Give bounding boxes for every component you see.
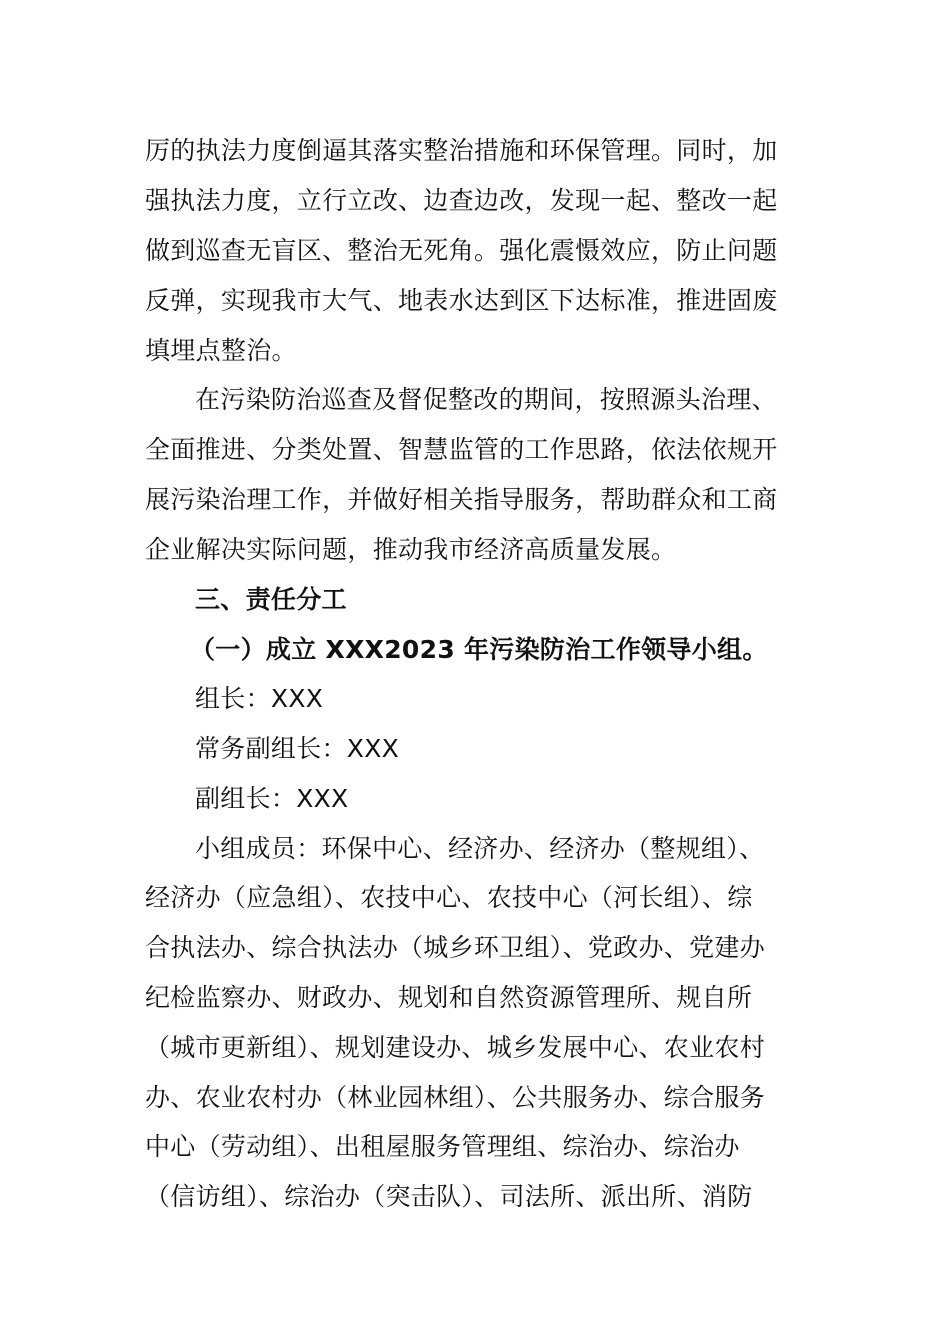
- paragraph-line: 强执法力度，立行立改、边查边改，发现一起、整改一起: [145, 186, 778, 215]
- members-line: 小组成员：环保中心、经济办、经济办（整规组）、: [195, 834, 765, 863]
- members-line: 中心（劳动组）、出租屋服务管理组、综治办、综治办: [145, 1132, 740, 1161]
- members-line: 经济办（应急组）、农技中心、农技中心（河长组）、综: [145, 883, 753, 912]
- executive-deputy-leader-line: 常务副组长：XXX: [195, 734, 400, 763]
- paragraph-line: 在污染防治巡查及督促整改的期间，按照源头治理、: [195, 385, 777, 414]
- paragraph-line: 做到巡查无盲区、整治无死角。强化震慑效应，防止问题: [145, 236, 778, 265]
- paragraph-line: 全面推进、分类处置、智慧监管的工作思路，依法依规开: [145, 435, 778, 464]
- members-line: 办、农业农村办（林业园林组）、公共服务办、综合服务: [145, 1083, 766, 1112]
- members-line: 合执法办、综合执法办（城乡环卫组）、党政办、党建办: [145, 933, 766, 962]
- subsection-heading: （一）成立 XXX2023 年污染防治工作领导小组。: [190, 635, 768, 664]
- paragraph-line: 企业解决实际问题，推动我市经济高质量发展。: [145, 535, 677, 564]
- leader-line: 组长：XXX: [195, 684, 324, 713]
- section-heading: 三、责任分工: [195, 585, 347, 614]
- members-line: （城市更新组）、规划建设办、城乡发展中心、农业农村: [145, 1033, 766, 1062]
- paragraph-line: 厉的执法力度倒逼其落实整治措施和环保管理。同时，加: [145, 136, 778, 165]
- paragraph-line: 填埋点整治。: [145, 336, 297, 365]
- members-line: 纪检监察办、财政办、规划和自然资源管理所、规自所: [145, 983, 753, 1012]
- paragraph-line: 反弹，实现我市大气、地表水达到区下达标准，推进固废: [145, 286, 778, 315]
- deputy-leader-line: 副组长：XXX: [195, 784, 349, 813]
- paragraph-line: 展污染治理工作，并做好相关指导服务，帮助群众和工商: [145, 485, 778, 514]
- members-line: （信访组）、综治办（突击队）、司法所、派出所、消防: [145, 1182, 753, 1211]
